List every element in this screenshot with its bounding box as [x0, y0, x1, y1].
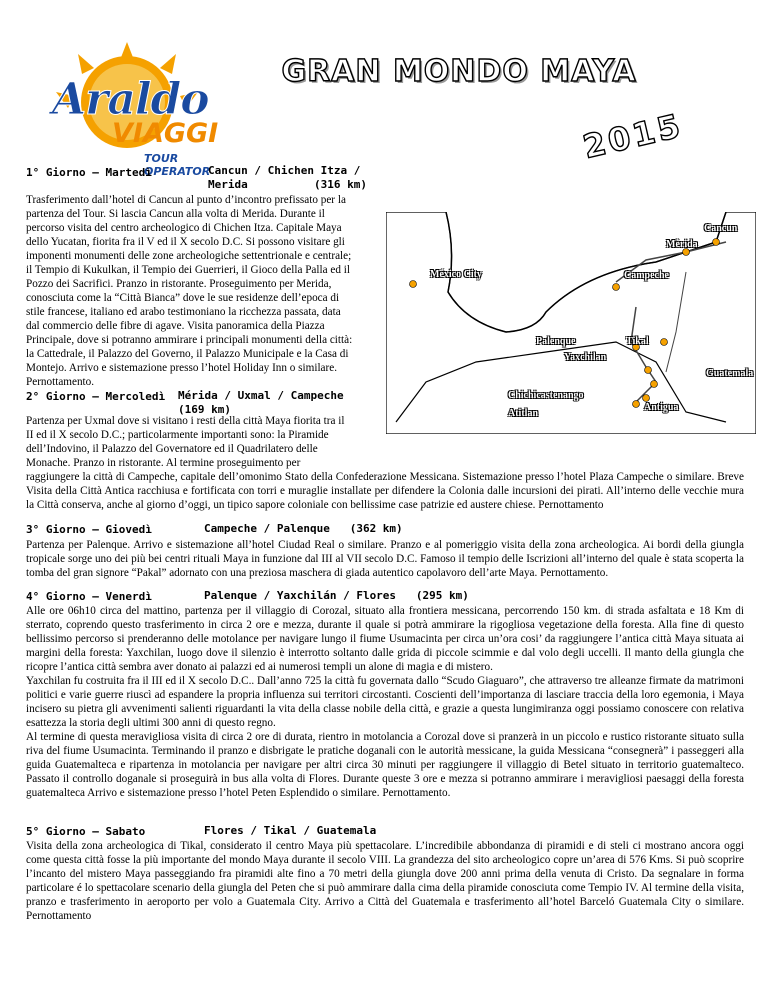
map-label-antigua: Antigua: [644, 402, 679, 413]
day-2-heading: 2° Giorno – Mercoledì: [26, 390, 166, 403]
map-label-tikal: Tikal: [626, 336, 649, 347]
route-map: [386, 212, 756, 434]
day-2-text-full: raggiungere la città di Campeche, capitale dell’omonimo Stato della Confederazione Messicana. Sistemazione presso l’hotel Plaza Campeche o similare. Breve Visita della Città Antica racchiusa e fortificata con torri e muraglie installate per difendere la Colonia dalle incursioni dei pirati. All’interno delle vecchie mura la Città conserva, anche al giorno d’oggi, un tipico sapore coloniale con bellissime case patrizie ed austere chiese. Pernottamento: [26, 471, 744, 511]
day-5-heading: 5° Giorno – Sabato: [26, 825, 146, 838]
day-4-route: Palenque / Yaxchilán / Flores (295 km): [204, 589, 469, 602]
day-2-text: Partenza per Uxmal dove si visitano i resti della città Maya fiorita tra il II ed il X secolo D.C.; particolarmente importanti sono: la Piramide dell’Indovino, il Palazzo del Governatore ed il Quadrilatero delle Monache. Pranzo in ristorante. Al termine proseguimento per: [26, 415, 345, 469]
day-1-route: Cancun / Chichen Itza / Merida (316 km): [208, 164, 367, 191]
day-4-text: Alle ore 06h10 circa del mattino, partenza per il villaggio di Corozal, situato alla frontiera messicana, percorrendo 150 km. di strada asfaltata e 18 Km di sterrato, coprendo questo trasferimento in circa 2 ore e mezza, durante il quale si potrà ammirare la rigogliosa vegetazione della foresta. Alla fine di questo bellissimo percorso si prenderanno delle motolance per navigare lungo il fiume Usumacinta per circa un’ora cosi’ da raggiungere l’antica città Maya situata ai margini della foresta: Yaxchilan, luogo dove il silenzio è interrotto soltanto dalle grida di piccole scimmie e dal volo degli uccelli. Il manto della giungla che ricopre l’antica città sembra aver donato ai palazzi ed ai numerosi templi un alone di magia e di mistero. Yaxchilan fu costruita fra il III ed il X secolo D.C.. Dall’anno 725 la città fu governata dallo “Scudo Giaguaro”, che attraverso tre alleanze firmate da matrimoni politici e varie guerre riuscì ad espandere la propria influenza sui territori circostanti. Coscienti dell’importanza di lasciare traccia della loro egemonia, i Maya incisero su pietra gli avvenimenti salienti riguardanti la vita della classe nobile della città, e grazie a questa lungimiranza oggi possiamo conoscere con relativa esattezza la storia degli ultimi 300 anni di questo regno. Al termine di questa meravigliosa visita di circa 2 ore di durata, rientro in motolancia a Corozal dove si pranzerà in un piccolo e rustico ristorante situato sulla riva del fiume Usumacinta. Terminando il pranzo e disbrigate le pratiche doganali con le autorità messicane, la guida Messicana “consegnerà” i passeggeri alla guida Guatemalteca e ripartenza in motolancia per navigare per altri circa 30 minuti per raggiungere il villaggio di Betel situato in territorio guatemalteco. Passato il controllo doganale si proseguirà in bus alla volta di Flores. Durante queste 3 ore e mezza si potranno ammirare i meravigliosi paesaggi della foresta guatemalteca Arrivo e sistemazione presso l’hotel Peten Esplendido o similare. Pernottamento.: [26, 605, 744, 799]
map-label-yaxchilan: Yaxchilan: [564, 352, 607, 363]
year-label: 2015: [579, 106, 687, 166]
day-3-text: Partenza per Palenque. Arrivo e sistemazione all’hotel Ciudad Real o similare. Pranzo e al pomeriggio visita della zona archeologica. Ai bordi della giungla tropicale sorge uno dei più bei centri rituali Maya in funzione dal III al VII secolo D.C. Famoso il tempio delle Iscrizioni all’interno del quale è stata scoperta la tomba del gran signore “Pakal” adornato con una preziosa maschera di giada autentico capolavoro dell’arte Maya. Pernottamento.: [26, 539, 744, 579]
logo-tagline: TOUR OPERATOR: [144, 152, 211, 178]
day-4-heading: 4° Giorno – Venerdì: [26, 590, 152, 603]
map-label-atitlan: Atitlan: [508, 408, 538, 419]
day-5-route: Flores / Tikal / Guatemala: [204, 824, 377, 837]
day-3-heading: 3° Giorno – Giovedì: [26, 523, 152, 536]
day-1-heading: 1° Giorno – Martedì: [26, 166, 152, 179]
day-1-text: Trasferimento dall’hotel di Cancun al punto d’incontro prefissato per la partenza del Tour. Si lascia Cancun alla volta di Merida. Durante il percorso visita del centro archeologico di Chichen Itza. Capitale Maya dello Yucatan, fiorita fra il V ed il X secolo D.C. Si possono visitare gli imponenti monumenti delle zone archeologiche settentrionale e centrale; il Tempio di Kukulkan, il Tempio dei Guerrieri, il Gioco della Palla ed il Pozzo dei Sacrifici. Pranzo in ristorante. Proseguimento per Merida, conosciuta come la “Città Bianca” dove le sue residenze dell’epoca di stile francese, italiano ed arabo testimoniano la ricchezza passata, data dal commercio delle fibre di agave. Visita panoramica della Piazza Principale, dove si potranno ammirare i principali monumenti della città: la Cattedrale, il Palazzo del Governo, il Palazzo Municipale e la Casa di Montejo. Arrivo e sistemazione presso l’hotel Holiday Inn o similare. Pernottamento.: [26, 194, 353, 388]
map-label-guatemala: Guatemala: [706, 368, 754, 379]
logo-brand: Araldo: [52, 74, 209, 125]
map-label-merida: Mèrida: [666, 239, 698, 250]
day-2-route: Mérida / Uxmal / Campeche (169 km): [178, 389, 344, 416]
map-label-chichicastenango: Chichicastenango: [508, 390, 584, 401]
page-title: GRAN MONDO MAYA: [281, 54, 637, 89]
map-label-palenque: Palenque: [536, 336, 576, 347]
day-5-text: Visita della zona archeologica di Tikal, considerato il centro Maya più spettacolare. L’incredibile abbondanza di piramidi e di steli ci mostrano ancora oggi come questa città fosse la più importante del mondo Maya durante il secolo VIII. La grandezza del sito archeologico copre un’area di 576 Kms. Si può scoprire l’incanto del mistero Maya passeggiando fra piramidi alte fino a 70 metri della giungla dove 200 anni prima della venuta di Cristo. Da segnalare in forma particolare é lo spettacolare scenario della giungla del Peten che si può ammirare dalla cima della piramide conosciuta come Tempio IV. Al termine della visita, pranzo e trasferimento in aeroporto per volo a Guatemala City. Arrivo a Città del Guatemala e trasferimento all’hotel Barceló Guatemala City o similare. Pernottamento: [26, 840, 744, 922]
day-3-route: Campeche / Palenque (362 km): [204, 522, 403, 535]
logo-name: VIAGGI: [112, 118, 219, 149]
map-label-campeche: Campeche: [624, 270, 669, 281]
map-label-mexico-city: México City: [430, 269, 482, 280]
map-label-cancun: Cancun: [704, 223, 738, 234]
